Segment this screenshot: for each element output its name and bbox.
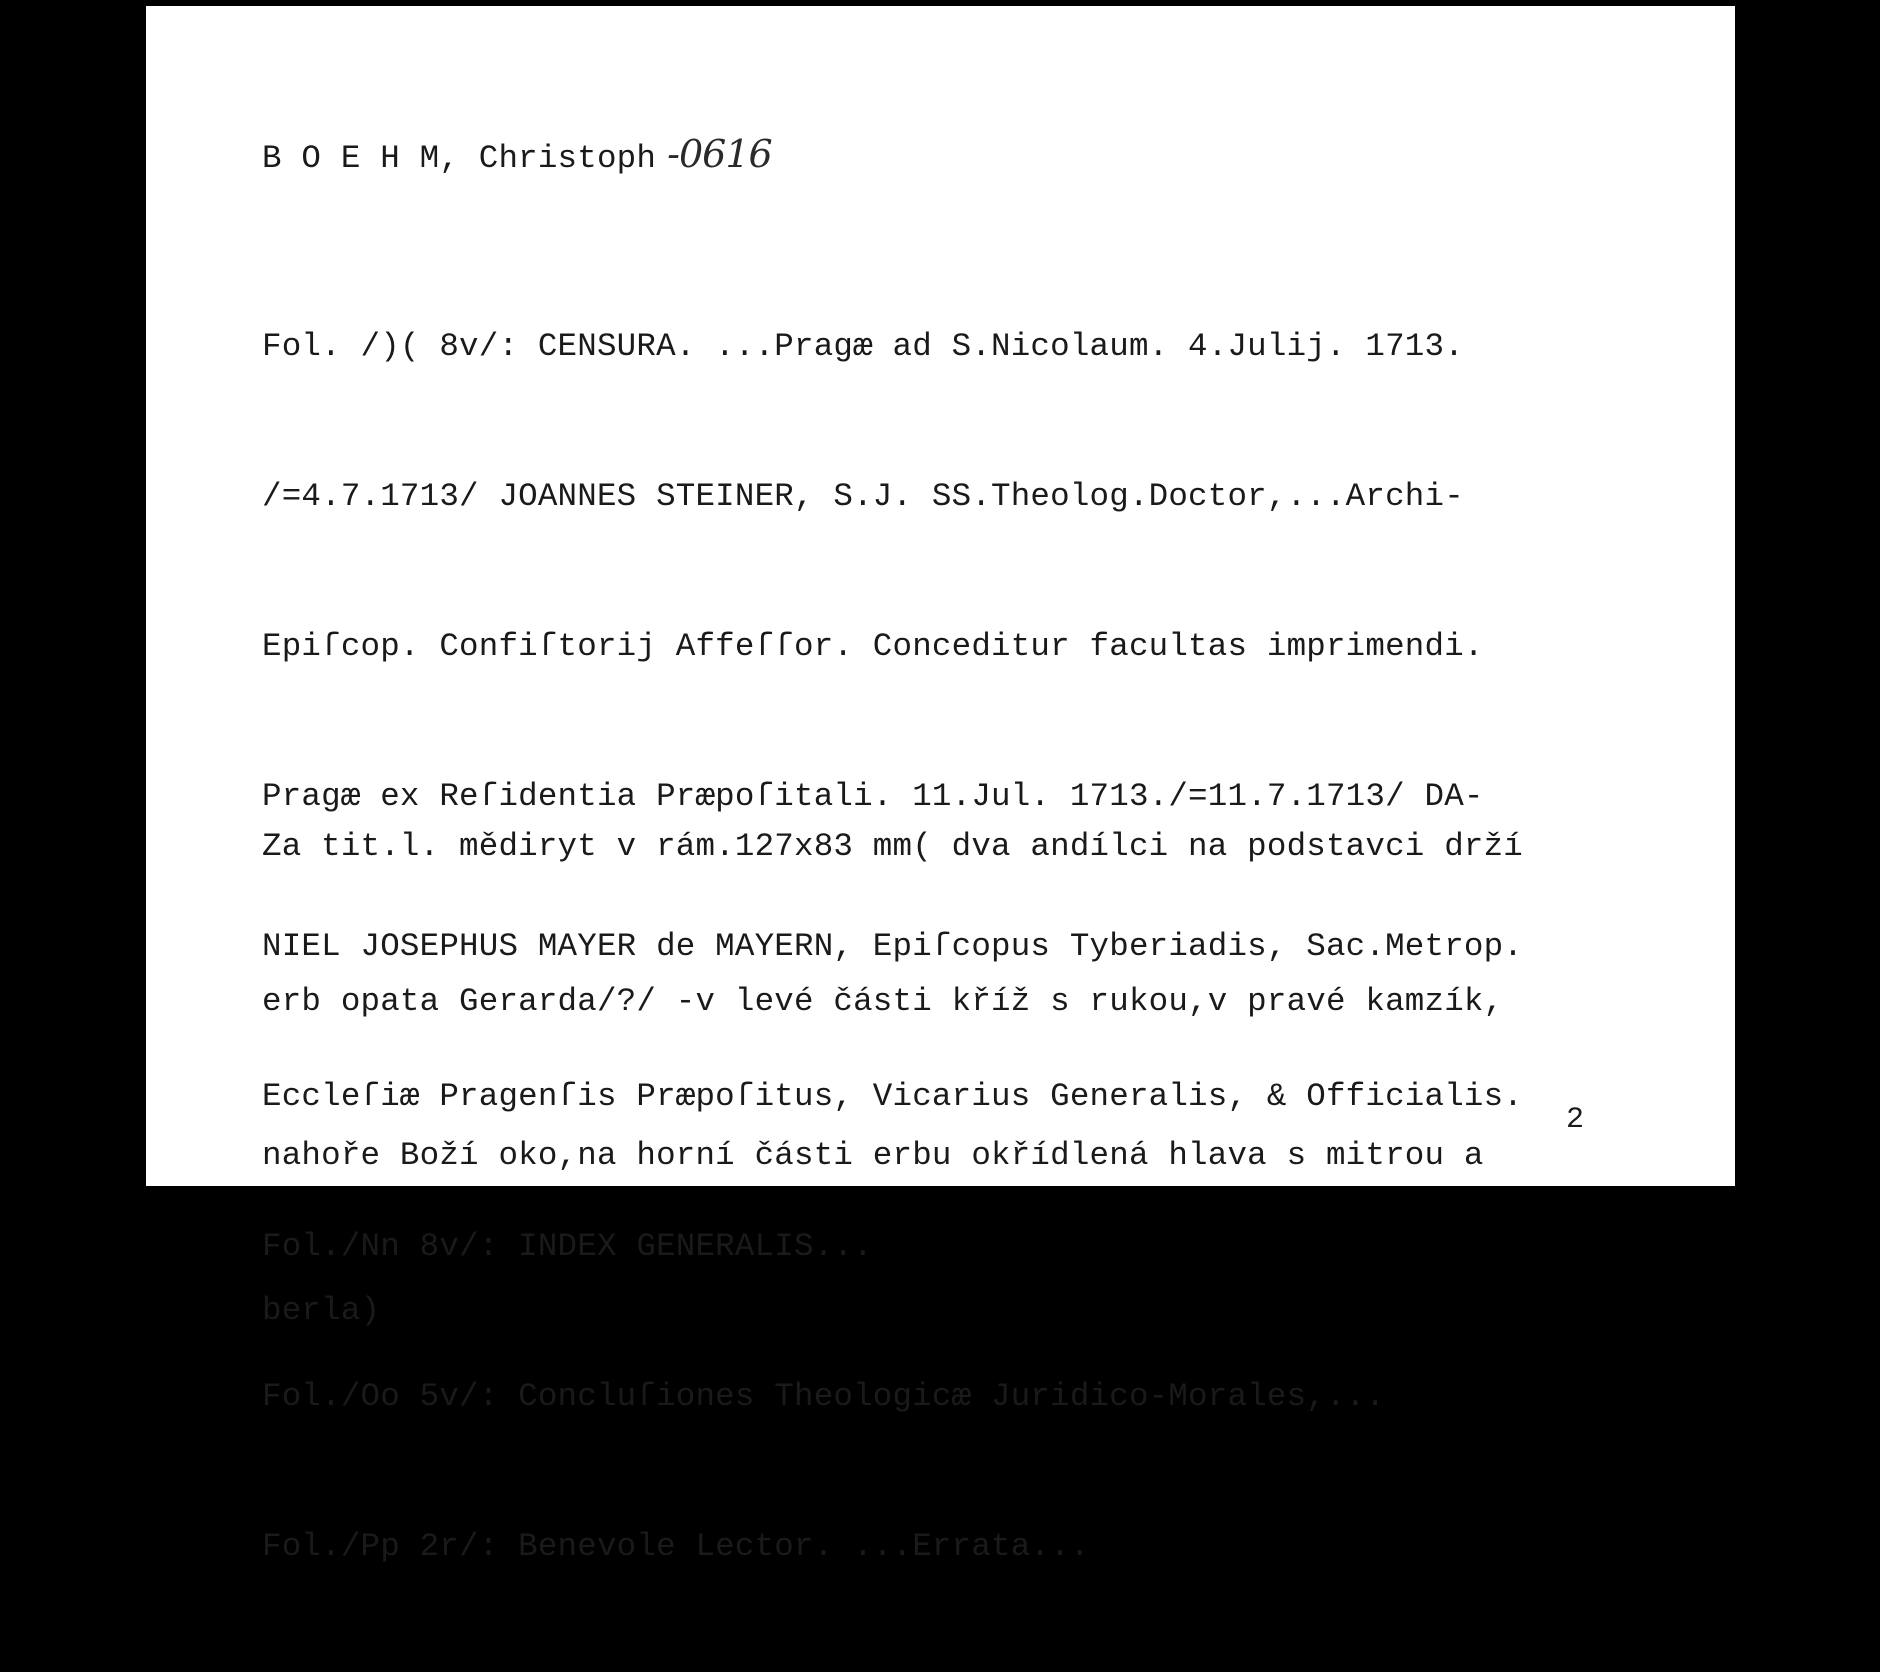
note-line: Za tit.l. mědiryt v rám.127x83 mm( dva andílci na podstavci drží bbox=[262, 828, 1524, 865]
entry-line: Fol./Nn 8v/: INDEX GENERALIS... bbox=[262, 1228, 873, 1265]
entry-line: Epiſcop. Confiſtorij Affeſſor. Conceditur facultas imprimendi. bbox=[262, 628, 1484, 665]
entry-line: Fol./Pp 2r/: Benevole Lector. ...Errata... bbox=[262, 1528, 1090, 1565]
author-name: B O E H M, Christoph bbox=[262, 140, 657, 177]
entry-line: Fol./Oo 5v/: Concluſiones Theologicæ Juridico-Morales,... bbox=[262, 1378, 1386, 1415]
illustration-note bbox=[262, 718, 1523, 1439]
entry-line: Fol. /)( 8v/: CENSURA. ...Pragæ ad S.Nicolaum. 4.Julij. 1713. bbox=[262, 328, 1464, 365]
note-line: nahoře Boží oko,na horní části erbu okřídlená hlava s mitrou a bbox=[262, 1137, 1484, 1174]
page-number: 2 bbox=[1566, 1103, 1585, 1137]
note-line: berla) bbox=[262, 1291, 381, 1329]
entry-line: Pragæ ex Reſidentia Præpoſitali. 11.Jul. 1713./=11.7.1713/ DA- bbox=[262, 778, 1484, 815]
entry-line: Eccleſiæ Pragenſis Præpoſitus, Vicarius Generalis, & Officialis. bbox=[262, 1078, 1524, 1115]
handwritten-mark: -0616 bbox=[656, 132, 772, 176]
card-heading bbox=[262, 132, 772, 177]
entry-line: NIEL JOSEPHUS MAYER de MAYERN, Epiſcopus Tyberiadis, Sac.Metrop. bbox=[262, 928, 1524, 965]
catalog-card bbox=[146, 6, 1735, 1565]
entry-line: /=4.7.1713/ JOANNES STEINER, S.J. SS.Theolog.Doctor,...Archi- bbox=[262, 478, 1464, 515]
note-line: erb opata Gerarda/?/ -v levé části kříž s rukou,v pravé kamzík, bbox=[262, 982, 1504, 1020]
